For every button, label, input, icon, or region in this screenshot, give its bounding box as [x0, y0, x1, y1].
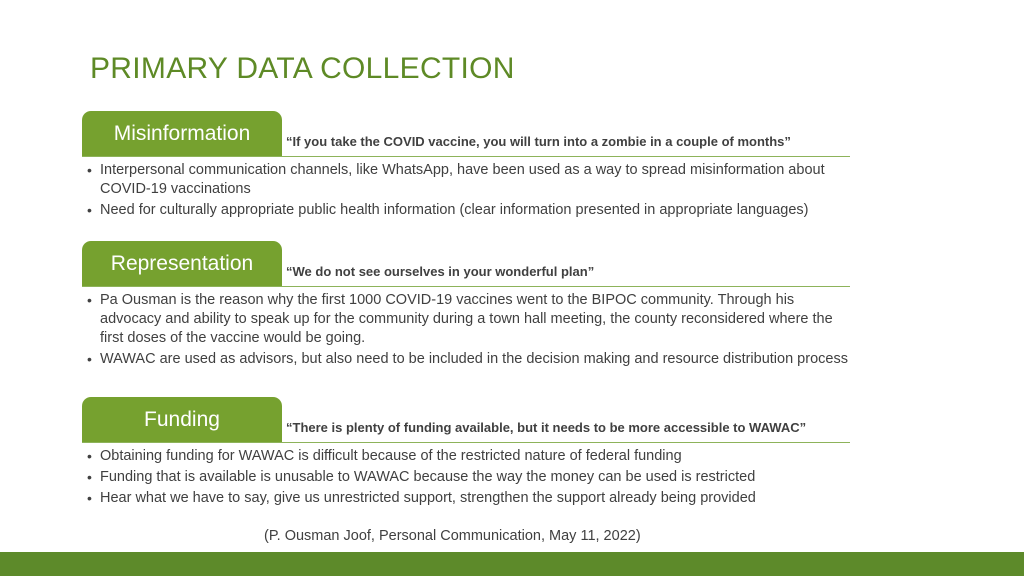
bullet-text: Funding that is available is unusable to WAWAC because the way the money can be used is restricted	[100, 469, 756, 485]
bullet-list	[82, 291, 850, 371]
bullet-item	[82, 447, 850, 466]
bullet-list	[82, 447, 850, 510]
bullet-icon: •	[87, 490, 92, 506]
quote-representation: “We do not see ourselves in your wonderful plan”	[286, 264, 595, 279]
section-representation	[82, 241, 850, 391]
bullet-text: Obtaining funding for WAWAC is difficult because of the restricted nature of federal funding	[100, 448, 682, 464]
bullet-item	[82, 468, 850, 487]
tab-representation: Representation	[82, 241, 282, 287]
bullet-item	[82, 489, 850, 508]
bullet-icon: •	[87, 162, 92, 178]
bullet-text: WAWAC are used as advisors, but also need to be included in the decision making and resource distribution process	[100, 351, 848, 367]
footer-bar	[0, 552, 1024, 576]
section-divider	[82, 442, 850, 443]
bullet-text: Pa Ousman is the reason why the first 1000 COVID-19 vaccines went to the BIPOC community. Through his advocacy and ability to speak up for the community during a town hall meeting, the county reconsidered where the first doses of the vaccine would be going.	[100, 292, 833, 346]
bullet-item	[82, 161, 850, 199]
tab-funding: Funding	[82, 397, 282, 443]
tab-misinformation: Misinformation	[82, 111, 282, 157]
bullet-icon: •	[87, 351, 92, 367]
bullet-icon: •	[87, 202, 92, 218]
quote-misinformation: “If you take the COVID vaccine, you will turn into a zombie in a couple of months”	[286, 134, 791, 149]
bullet-item	[82, 201, 850, 220]
bullet-list	[82, 161, 850, 222]
bullet-text: Interpersonal communication channels, like WhatsApp, have been used as a way to spread misinformation about COVID-19 vaccinations	[100, 162, 825, 197]
bullet-text: Hear what we have to say, give us unrestricted support, strengthen the support already being provided	[100, 490, 756, 506]
quote-funding: “There is plenty of funding available, but it needs to be more accessible to WAWAC”	[286, 420, 807, 435]
bullet-icon: •	[87, 469, 92, 485]
citation: (P. Ousman Joof, Personal Communication, May 11, 2022)	[264, 528, 641, 544]
section-divider	[82, 286, 850, 287]
bullet-item	[82, 350, 850, 369]
bullet-icon: •	[87, 292, 92, 308]
bullet-icon: •	[87, 448, 92, 464]
bullet-text: Need for culturally appropriate public health information (clear information presented in appropriate languages)	[100, 202, 809, 218]
bullet-item	[82, 291, 850, 348]
section-funding	[82, 397, 850, 517]
slide-title: PRIMARY DATA COLLECTION	[90, 52, 515, 85]
section-misinformation	[82, 111, 850, 241]
section-divider	[82, 156, 850, 157]
